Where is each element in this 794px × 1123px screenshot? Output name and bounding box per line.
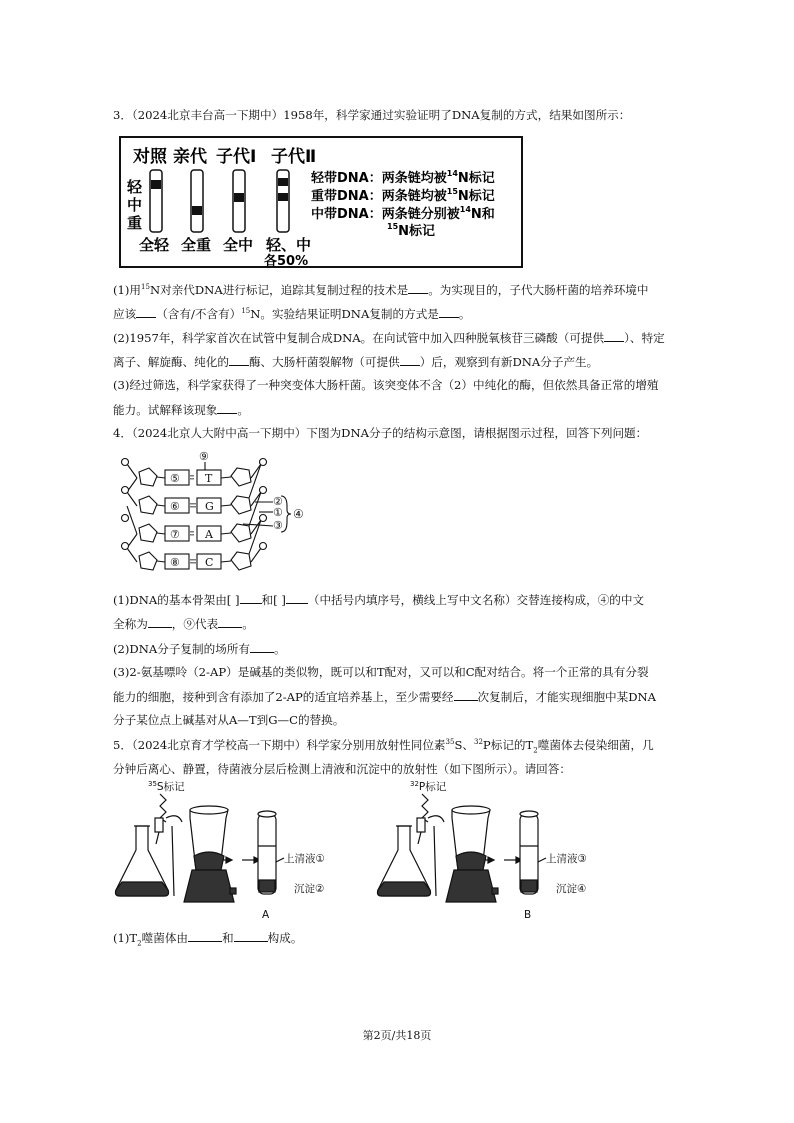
label-b: B xyxy=(524,909,532,921)
dna-structure-figure xyxy=(115,450,315,580)
blank-component2[interactable] xyxy=(234,930,268,942)
num-7: ⑦ xyxy=(170,528,180,541)
legend-mid: 中带DNA：两条链分别被$^{14}$N和 xyxy=(311,205,495,222)
legend-heavy: 重带DNA：两条链均被$^{15}$N标记 xyxy=(311,187,495,204)
label-1: ① xyxy=(273,506,283,519)
blank-backbone2[interactable] xyxy=(286,592,308,604)
blank-represents[interactable] xyxy=(218,616,242,628)
base-g: G xyxy=(205,500,214,513)
base-a: A xyxy=(205,528,213,541)
experiment-b xyxy=(378,794,547,902)
side-light: 轻 xyxy=(127,178,143,196)
label-supernatant-1: 上清液① xyxy=(284,853,325,865)
label-35s: $^{35}$S标记 xyxy=(148,780,185,793)
q5-stem-line1: 5．（2024北京育才学校高一下期中）科学家分别用放射性同位素$^{35}$S、$^{32}$P标记的$T_2$噬菌体去侵染细菌，几 xyxy=(113,738,654,755)
blank-times[interactable] xyxy=(454,689,478,701)
bottom-each-50: 各50% xyxy=(264,254,309,266)
experiment-a xyxy=(116,794,285,902)
q4-part1-line2: 全称为 ，⑨代表 。 xyxy=(113,617,254,631)
label-2: ② xyxy=(273,495,283,508)
bottom-all-mid: 全中 xyxy=(223,236,254,254)
num-5: ⑤ xyxy=(170,472,180,485)
label-3: ③ xyxy=(273,519,283,532)
q3-part2-line1: (2)1957年，科学家首次在试管中复制合成DNA。在向试管中加入四种脱氧核苷三磷酸（可提供 ）、特定 xyxy=(113,331,665,345)
q4-part3-line2: 能力的细胞，接种到含有添加了2-AP的适宜培养基上，至少需要经 次复制后，才能实现细胞中某DNA xyxy=(113,690,657,704)
q4-stem: 4．（2024北京人大附中高一下期中）下图为DNA分子的结构示意图，请根据图示过程，回答下列问题： xyxy=(113,426,648,440)
label-4: ④ xyxy=(293,507,304,521)
label-a: A xyxy=(262,909,270,921)
side-mid: 中 xyxy=(127,196,143,214)
phage-experiment-figure xyxy=(108,778,668,923)
dna-replication-figure xyxy=(119,136,523,268)
label-sediment-2: 沉淀② xyxy=(294,883,325,895)
q3-part2-line2: 离子、解旋酶、纯化的 酶、大肠杆菌裂解物（可提供 ）后，观察到有新DNA分子产生。 xyxy=(113,355,599,369)
blank-provide2[interactable] xyxy=(400,354,420,366)
centrifuge-tubes-diagram xyxy=(121,138,521,266)
phage-infection-diagram xyxy=(108,778,668,923)
blank-contain[interactable] xyxy=(136,306,156,318)
dna-double-helix-diagram xyxy=(115,450,315,580)
q4-part3-line3: 分子某位点上碱基对从A—T到G—C的替换。 xyxy=(113,713,345,727)
blank-explain[interactable] xyxy=(217,402,237,414)
q3-part1-line1: (1)用$^{15}$N对亲代DNA进行标记，追踪其复制过程的技术是 。为实现目的，子代大肠杆菌的培养环境中 xyxy=(113,283,649,297)
tube-parent xyxy=(191,170,203,232)
q3-part1-line2: 应该 （含有/不含有）$^{15}$N。实验结果证明DNA复制的方式是 。 xyxy=(113,307,471,321)
header-control: 对照 xyxy=(133,147,167,167)
q4-part2: (2)DNA分子复制的场所有 。 xyxy=(113,642,286,656)
blank-technique[interactable] xyxy=(408,282,428,294)
header-parent: 亲代 xyxy=(173,147,207,167)
num-6: ⑥ xyxy=(170,500,180,513)
blank-enzyme[interactable] xyxy=(229,354,249,366)
q5-part1: $(1)T_2$噬菌体由 和 构成。 xyxy=(113,931,303,948)
label-9: ⑨ xyxy=(199,450,209,463)
q3-part3-line2: 能力。试解释该现象 。 xyxy=(113,403,249,417)
tube-control xyxy=(150,170,162,232)
bottom-all-heavy: 全重 xyxy=(181,236,212,254)
base-c: C xyxy=(205,556,214,569)
blank-replication-mode[interactable] xyxy=(439,306,459,318)
label-sediment-4: 沉淀④ xyxy=(556,883,587,895)
legend-mid-cont: $^{15}$N标记 xyxy=(387,222,436,239)
header-child1: 子代Ⅰ xyxy=(216,147,257,167)
blank-fullname[interactable] xyxy=(148,616,172,628)
q3-stem: 3．（2024北京丰台高一下期中）1958年，科学家通过实验证明了DNA复制的方式，结果如图所示： xyxy=(113,108,631,122)
base-t: T xyxy=(205,472,213,485)
header-child2: 子代Ⅱ xyxy=(271,147,317,167)
label-supernatant-3: 上清液③ xyxy=(546,853,587,865)
page-footer: 第2页/共18页 xyxy=(362,1029,432,1042)
q3-part3-line1: (3)经过筛选，科学家获得了一种突变体大肠杆菌。该突变体不含（2）中纯化的酶，但依然具备正常的增殖 xyxy=(113,378,659,392)
tube-child2 xyxy=(277,170,289,232)
tube-child1 xyxy=(233,170,245,232)
blank-component1[interactable] xyxy=(188,930,222,942)
blank-backbone1[interactable] xyxy=(240,592,262,604)
label-32p: $^{32}$P标记 xyxy=(410,780,447,793)
legend-light: 轻带DNA：两条链均被$^{14}$N标记 xyxy=(311,169,495,186)
blank-provide1[interactable] xyxy=(604,330,624,342)
side-heavy: 重 xyxy=(127,214,143,232)
num-8: ⑧ xyxy=(170,556,180,569)
q4-part1-line1: (1)DNA的基本骨架由[ ] 和[ ] （中括号内填序号，横线上写中文名称）交替连接构成，④的中文 xyxy=(113,593,645,607)
q4-part3-line1: (3)2-氨基嘌呤（2-AP）是碱基的类似物，既可以和T配对，又可以和C配对结合。将一个正常的具有分裂 xyxy=(113,665,649,679)
bottom-light-mid: 轻、中 xyxy=(266,236,312,254)
blank-site[interactable] xyxy=(250,641,274,653)
bottom-all-light: 全轻 xyxy=(139,236,170,254)
q5-stem-line2: 分钟后离心、静置，待菌液分层后检测上清液和沉淀中的放射性（如下图所示）。请回答： xyxy=(113,762,571,776)
